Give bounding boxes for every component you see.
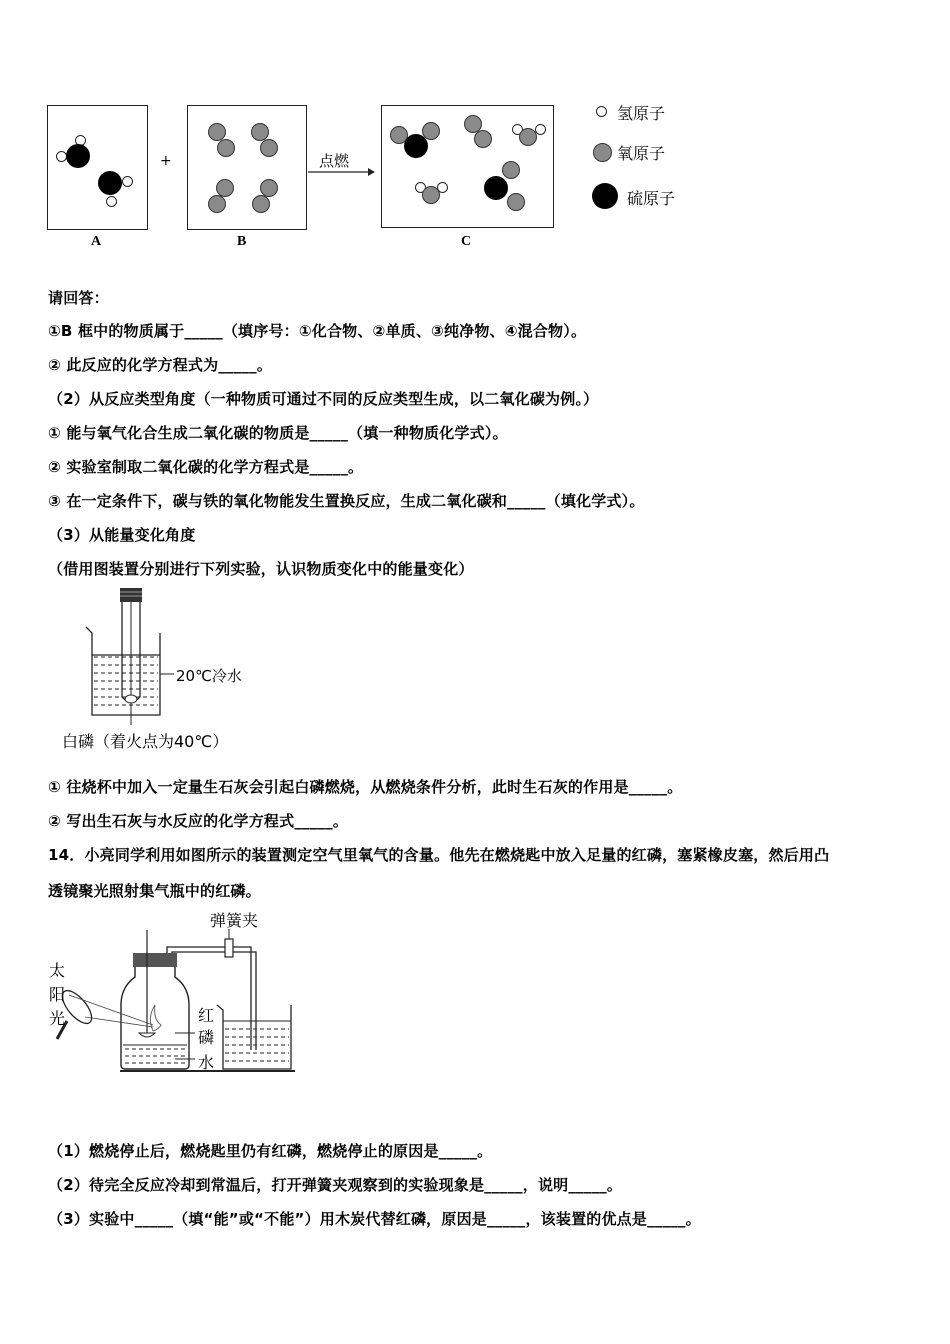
sulfur-atom bbox=[484, 176, 508, 200]
hydrogen-atom bbox=[106, 196, 117, 207]
sunlight-label-3: 光 bbox=[49, 1009, 66, 1028]
apparatus-figure bbox=[55, 925, 305, 1080]
text-line: （3）实验中_____（填“能”或“不能”）用木炭代替红磷，原因是_____，该装置的优点是_____。 bbox=[48, 1210, 701, 1228]
oxygen-atom bbox=[260, 139, 278, 157]
text-line: （2）待完全反应冷却到常温后，打开弹簧夹观察到的实验现象是_____，说明_____。 bbox=[48, 1176, 623, 1194]
text-line: ② 此反应的化学方程式为_____。 bbox=[48, 356, 273, 374]
text-line: ①B 框中的物质属于_____（填序号：①化合物、②单质、③纯净物、④混合物）。 bbox=[48, 322, 587, 340]
text-line: ② 写出生石灰与水反应的化学方程式_____。 bbox=[48, 812, 349, 830]
oxygen-atom bbox=[519, 128, 537, 146]
sulfur-atom bbox=[98, 171, 122, 195]
legend-oxygen: 氧原子 bbox=[617, 144, 666, 163]
oxygen-atom bbox=[507, 193, 525, 211]
text-line: ② 实验室制取二氧化碳的化学方程式是_____。 bbox=[48, 458, 364, 476]
text-line: ③ 在一定条件下，碳与铁的氧化物能发生置换反应，生成二氧化碳和_____（填化学式）。 bbox=[48, 492, 645, 510]
sunlight-label-1: 太 bbox=[49, 961, 66, 980]
reaction-condition: 点燃 bbox=[319, 152, 350, 170]
oxygen-atom bbox=[217, 139, 235, 157]
text-line: ① 往烧杯中加入一定量生石灰会引起白磷燃烧，从燃烧条件分析，此时生石灰的作用是_____。 bbox=[48, 778, 683, 796]
hydrogen-atom bbox=[122, 176, 133, 187]
legend-sulfur: 硫原子 bbox=[627, 189, 676, 208]
text-line: （1）燃烧停止后，燃烧匙里仍有红磷，燃烧停止的原因是_____。 bbox=[48, 1142, 493, 1160]
box-c bbox=[381, 105, 554, 228]
box-a bbox=[47, 105, 148, 230]
cold-water-label: 20℃冷水 bbox=[176, 667, 242, 685]
sulfur-atom bbox=[66, 144, 90, 168]
text-line: 14．小亮同学利用如图所示的装置测定空气里氧气的含量。他先在燃烧匙中放入足量的红磷，塞紧橡皮塞，然后用凸 bbox=[48, 846, 830, 864]
text-line: （借用图装置分别进行下列实验，认识物质变化中的能量变化） bbox=[48, 560, 474, 578]
spring-clip-label: 弹簧夹 bbox=[210, 911, 259, 930]
oxygen-atom bbox=[474, 130, 492, 148]
oxygen-atom bbox=[422, 186, 440, 204]
text-line: （3）从能量变化角度 bbox=[48, 526, 196, 544]
label-c: C bbox=[461, 234, 472, 249]
oxygen-atom bbox=[208, 195, 226, 213]
label-a: A bbox=[91, 234, 102, 249]
red-phosphorus-label-1: 红 bbox=[198, 1006, 215, 1025]
arrow-icon bbox=[306, 166, 376, 178]
oxygen-legend-icon bbox=[593, 143, 612, 162]
sulfur-atom bbox=[404, 134, 428, 158]
oxygen-atom bbox=[252, 195, 270, 213]
plus-sign: + bbox=[160, 153, 172, 169]
text-line: ① 能与氧气化合生成二氧化碳的物质是_____（填一种物质化学式）。 bbox=[48, 424, 508, 442]
text-line: （2）从反应类型角度（一种物质可通过不同的反应类型生成，以二氧化碳为例。） bbox=[48, 390, 599, 408]
oxygen-atom bbox=[502, 161, 520, 179]
legend-hydrogen: 氢原子 bbox=[617, 104, 666, 123]
white-phosphorus-label: 白磷（着火点为40℃） bbox=[62, 732, 229, 751]
text-line: 透镜聚光照射集气瓶中的红磷。 bbox=[48, 882, 261, 900]
label-b: B bbox=[237, 234, 247, 249]
water-label: 水 bbox=[198, 1053, 215, 1072]
text-line: 请回答： bbox=[48, 289, 109, 307]
box-b bbox=[187, 105, 307, 230]
red-phosphorus-label-2: 磷 bbox=[198, 1028, 215, 1047]
sulfur-legend-icon bbox=[592, 183, 618, 209]
beaker-figure bbox=[80, 585, 260, 725]
hydrogen-atom bbox=[535, 124, 546, 135]
hydrogen-legend-icon bbox=[596, 106, 607, 117]
sunlight-label-2: 阳 bbox=[49, 985, 66, 1004]
